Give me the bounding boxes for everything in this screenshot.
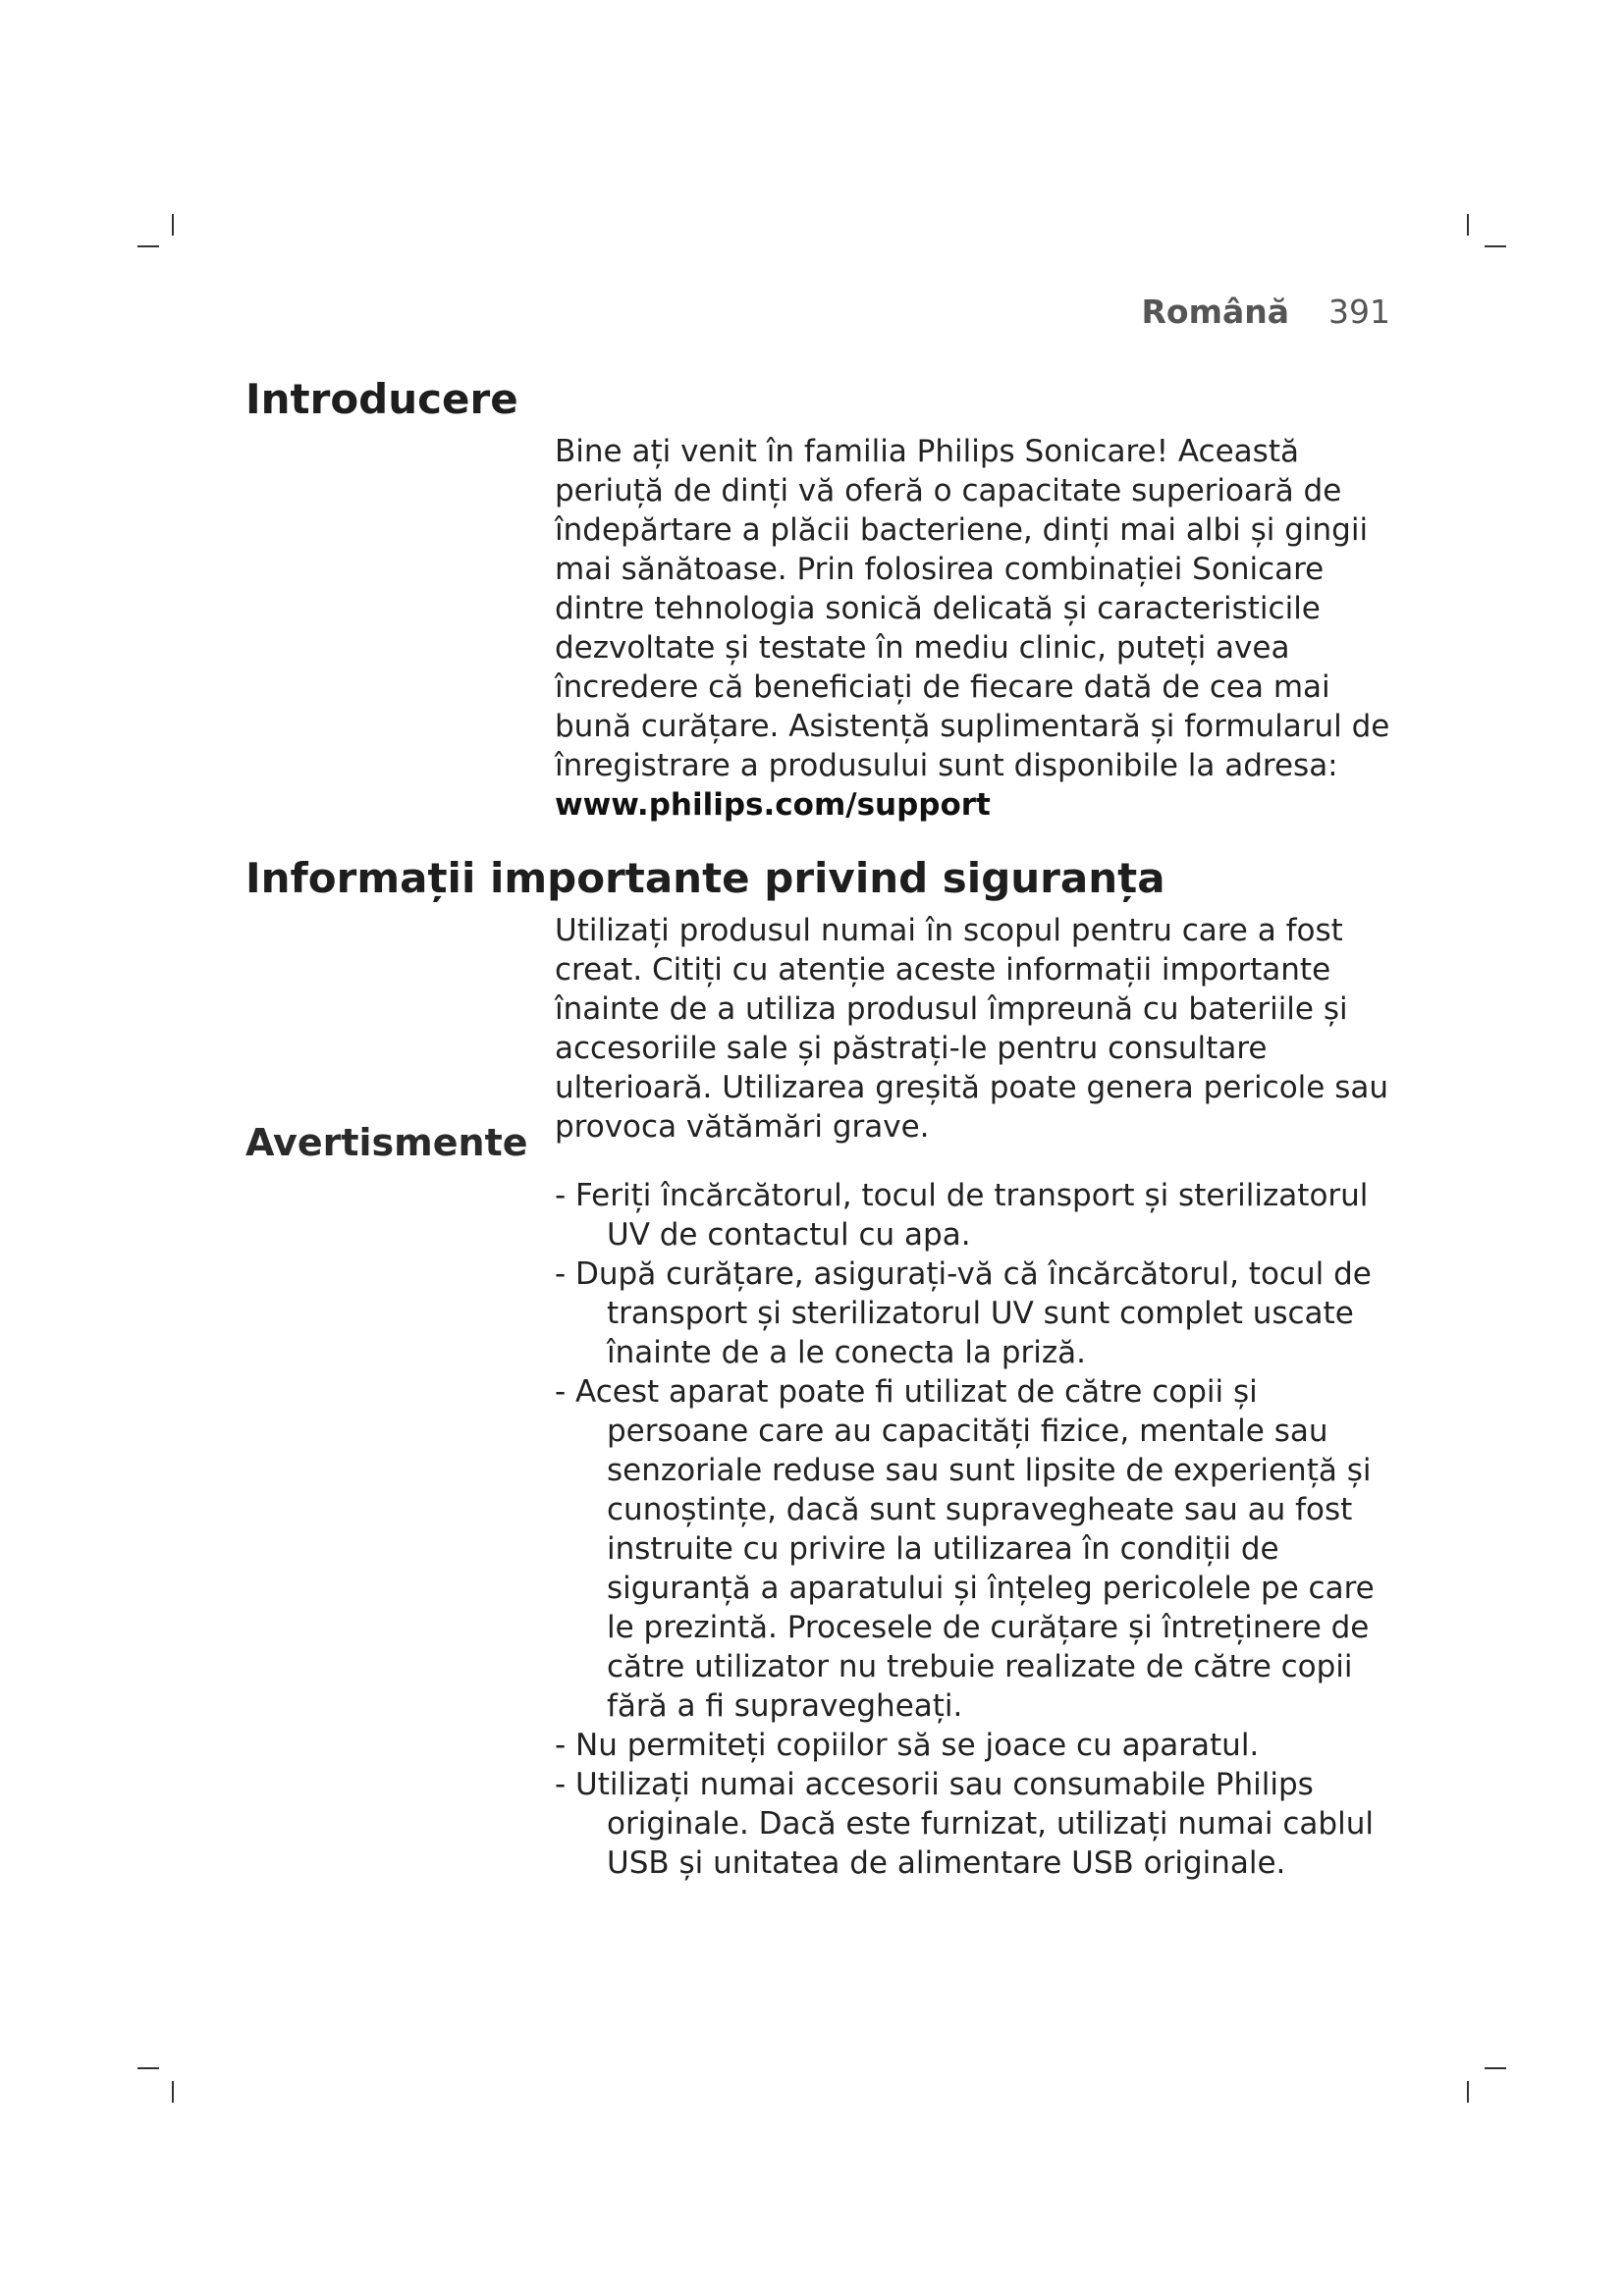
warnings-heading: Avertismente	[245, 1121, 528, 1164]
header-language: Română	[1141, 293, 1289, 331]
warnings-list	[555, 1176, 1399, 1883]
support-link[interactable]: www.philips.com/support	[555, 787, 991, 823]
warnings-body	[555, 1176, 1399, 1883]
crop-mark-top-right-v	[1467, 214, 1469, 236]
crop-mark-top-right-h	[1485, 245, 1506, 247]
crop-mark-top-left-h	[137, 245, 159, 247]
warning-item: - Acest aparat poate fi utilizat de către copii și persoane care au capacități fizice, mentale sau senzoriale reduse sau sunt lipsite de experiență și cunoștințe, dacă sunt supravegheate sau au fost instruite cu privire la utilizarea în condiții de siguranță a aparatului și înțeleg pericolele pe care le prezintă. Procesele de curățare și întreținere de către utilizator nu trebuie realizate de către copii fără a fi supravegheați.	[555, 1374, 1375, 1724]
crop-mark-bottom-left-v	[172, 2081, 174, 2103]
crop-mark-bottom-right-v	[1467, 2081, 1469, 2103]
crop-mark-top-left-v	[172, 214, 174, 236]
page-number: 391	[1328, 293, 1390, 331]
safety-body	[555, 911, 1399, 1147]
warning-item: - După curățare, asigurați-vă că încărcătorul, tocul de transport și sterilizatorul UV sunt complet uscate înainte de a le conecta la priză.	[555, 1256, 1372, 1370]
introduction-body	[555, 432, 1399, 825]
warning-item: - Nu permiteți copiilor să se joace cu aparatul.	[555, 1728, 1260, 1763]
safety-heading: Informații importante privind siguranța	[245, 854, 1165, 902]
introduction-paragraph: Bine ați venit în familia Philips Sonicare! Această periuță de dinți vă oferă o capacitate superioară de îndepărtare a plăcii bacteriene, dinți mai albi și gingii mai sănătoase. Prin folosirea combinației Sonicare dintre tehnologia sonică delicată și caracteristicile dezvoltate și testate în mediu clinic, puteți avea încredere că beneficiați de fiecare dată de cea mai bună curățare. Asistență suplimentară și formularul de înregistrare a produsului sunt disponibile la adresa:	[555, 434, 1390, 783]
safety-paragraph: Utilizați produsul numai în scopul pentru care a fost creat. Citiți cu atenție aceste informații importante înainte de a utiliza produsul împreună cu bateriile și accesoriile sale și păstrați-le pentru consultare ulterioară. Utilizarea greșită poate genera pericole sau provoca vătămări grave.	[555, 913, 1389, 1145]
warning-item: - Feriți încărcătorul, tocul de transport și sterilizatorul UV de contactul cu apa.	[555, 1178, 1369, 1253]
crop-mark-bottom-right-h	[1485, 2067, 1506, 2069]
crop-mark-bottom-left-h	[137, 2067, 159, 2069]
running-header	[1142, 293, 1391, 331]
warning-item: - Utilizați numai accesorii sau consumabile Philips originale. Dacă este furnizat, utilizați numai cablul USB și unitatea de alimentare USB originale.	[555, 1767, 1374, 1881]
introduction-heading: Introducere	[245, 375, 518, 423]
